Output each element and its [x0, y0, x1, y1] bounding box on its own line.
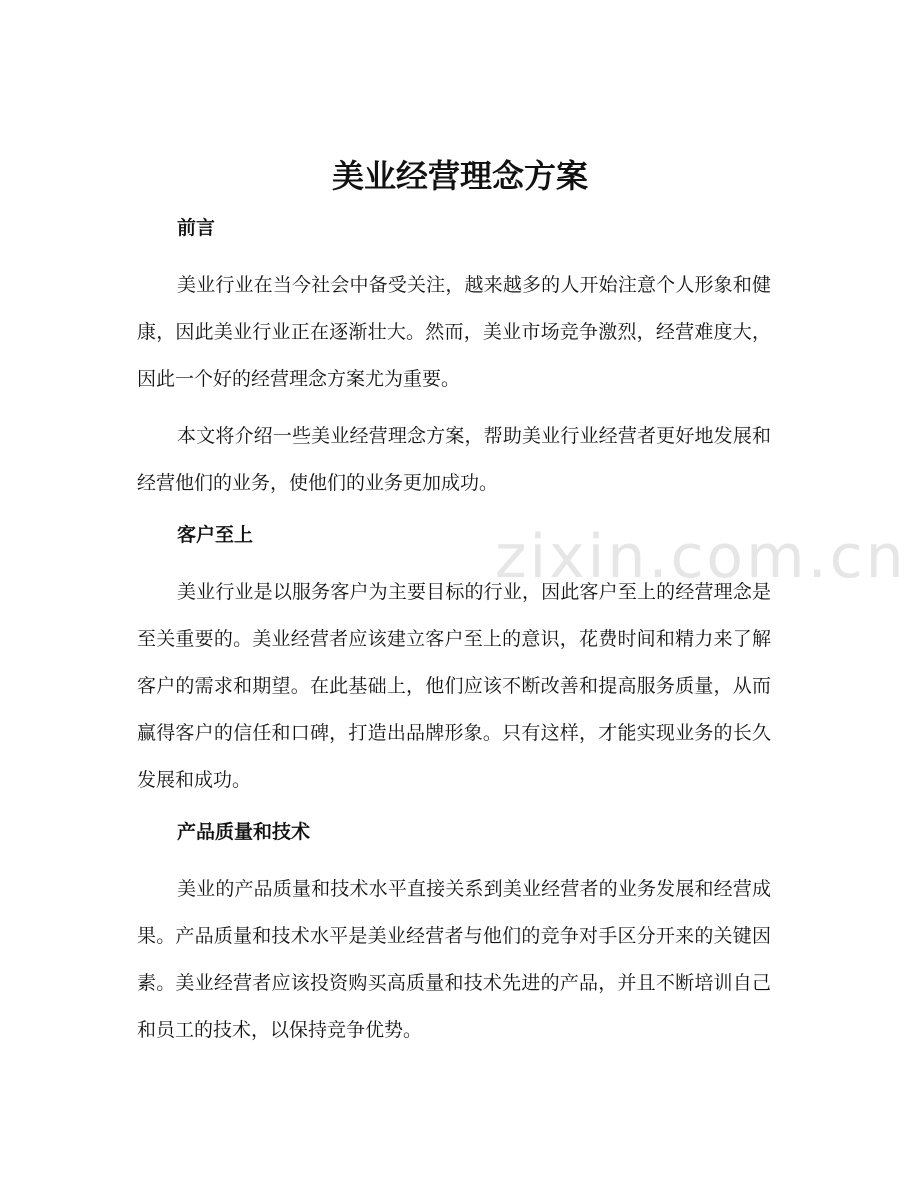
section-heading-product-quality: 产品质量和技术 — [177, 821, 311, 843]
paragraph: 本文将介绍一些美业经营理念方案，帮助美业行业经营者更好地发展和经营他们的业务，使他们的业务更加成功。 — [137, 425, 771, 494]
paragraph: 美业行业在当今社会中备受关注，越来越多的人开始注意个人形象和健康，因此美业行业正在逐渐壮大。然而，美业市场竞争激烈，经营难度大，因此一个好的经营理念方案尤为重要。 — [137, 274, 771, 390]
paragraph: 美业的产品质量和技术水平直接关系到美业经营者的业务发展和经营成果。产品质量和技术水平是美业经营者与他们的竞争对手区分开来的关键因素。美业经营者应该投资购买高质量和技术先进的产品，并且不断培训自己和员工的技术，以保持竞争优势。 — [137, 878, 771, 1041]
document-title: 美业经营理念方案 — [331, 157, 588, 195]
section-heading-customer-first: 客户至上 — [177, 524, 254, 546]
watermark: zixin.com.cn — [495, 522, 907, 592]
paragraph: 美业行业是以服务客户为主要目标的行业，因此客户至上的经营理念是至关重要的。美业经营者应该建立客户至上的意识，花费时间和精力来了解客户的需求和期望。在此基础上，他们应该不断改善和提高服务质量，从而赢得客户的信任和口碑，打造出品牌形象。只有这样，才能实现业务的长久发展和成功。 — [137, 581, 771, 791]
section-heading-preface: 前言 — [177, 217, 216, 239]
document-body — [137, 210, 771, 1062]
